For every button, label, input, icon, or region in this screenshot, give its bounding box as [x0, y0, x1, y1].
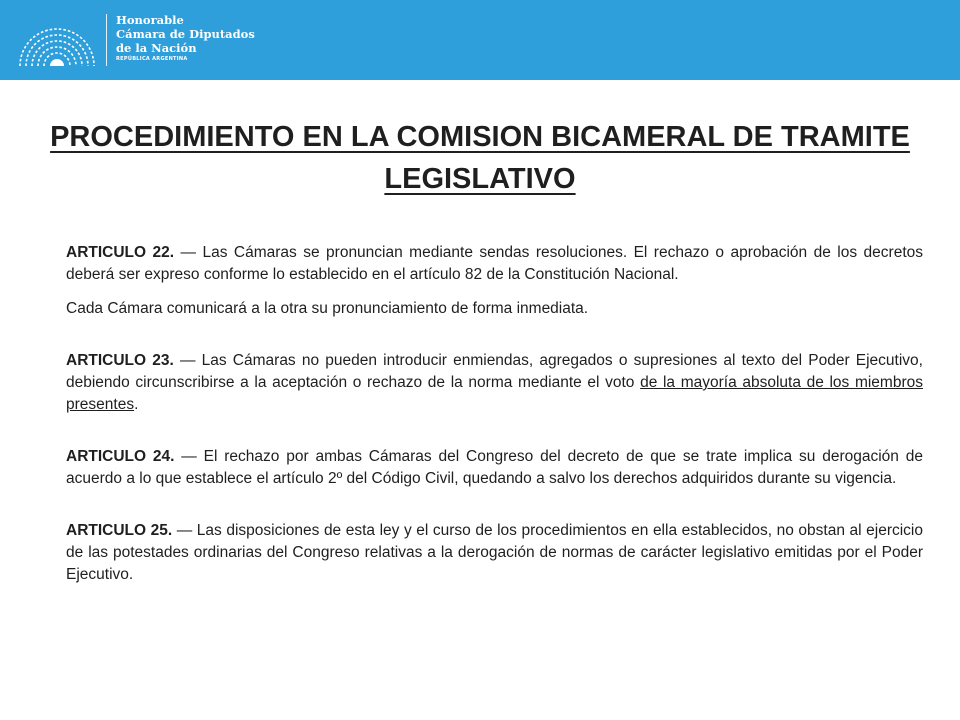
logo-line: Honorable [116, 13, 184, 27]
article-22 [66, 242, 923, 286]
article-text: — Las disposiciones de esta ley y el curso de los procedimientos en ella establecidos, no obstan al ejercicio de las potestades ordinarias del Congreso relativas a la derogación de normas de carácter legislativo emitidas por el Poder Ejecutivo. [66, 522, 923, 583]
logo-line: de la Nación [116, 41, 197, 55]
article-label: ARTICULO 23. [66, 352, 174, 369]
logo-line: Cámara de Diputados [116, 27, 255, 41]
underlined-text: de la mayoría absoluta de los miembros presentes [66, 374, 923, 413]
header-bar [0, 0, 960, 80]
article-22-extra: Cada Cámara comunicará a la otra su pronunciamiento de forma inmediata. [66, 300, 589, 317]
article-24 [66, 446, 923, 490]
logo-divider [106, 14, 107, 66]
article-text: — Las Cámaras no pueden introducir enmiendas, agregados o supresiones al texto del Poder Ejecutivo, debiendo circunscribirse a la aceptación o rechazo de la norma mediante el voto [66, 352, 923, 391]
article-25 [66, 520, 923, 586]
congress-logo-icon [14, 10, 100, 70]
article-text-tail: . [134, 396, 139, 413]
article-label: ARTICULO 22. [66, 244, 175, 261]
logo-subtitle: REPÚBLICA ARGENTINA [116, 56, 188, 62]
article-text: — Las Cámaras se pronuncian mediante sendas resoluciones. El rechazo o aprobación de los decretos deberá ser expreso conforme lo establecido en el artículo 82 de la Constitución Nacional. [66, 244, 923, 283]
page-title: PROCEDIMIENTO EN LA COMISION BICAMERAL DE TRAMITE LEGISLATIVO [50, 121, 910, 195]
article-23 [66, 350, 923, 416]
article-label: ARTICULO 24. [66, 448, 175, 465]
article-label: ARTICULO 25. [66, 522, 173, 539]
logo-text [116, 13, 255, 63]
article-text: — El rechazo por ambas Cámaras del Congreso del decreto de que se trate implica su derogación de acuerdo a lo que establece el artículo 2º del Código Civil, quedando a salvo los derechos adquiridos durante su vigencia. [66, 448, 923, 487]
articles [66, 242, 923, 586]
